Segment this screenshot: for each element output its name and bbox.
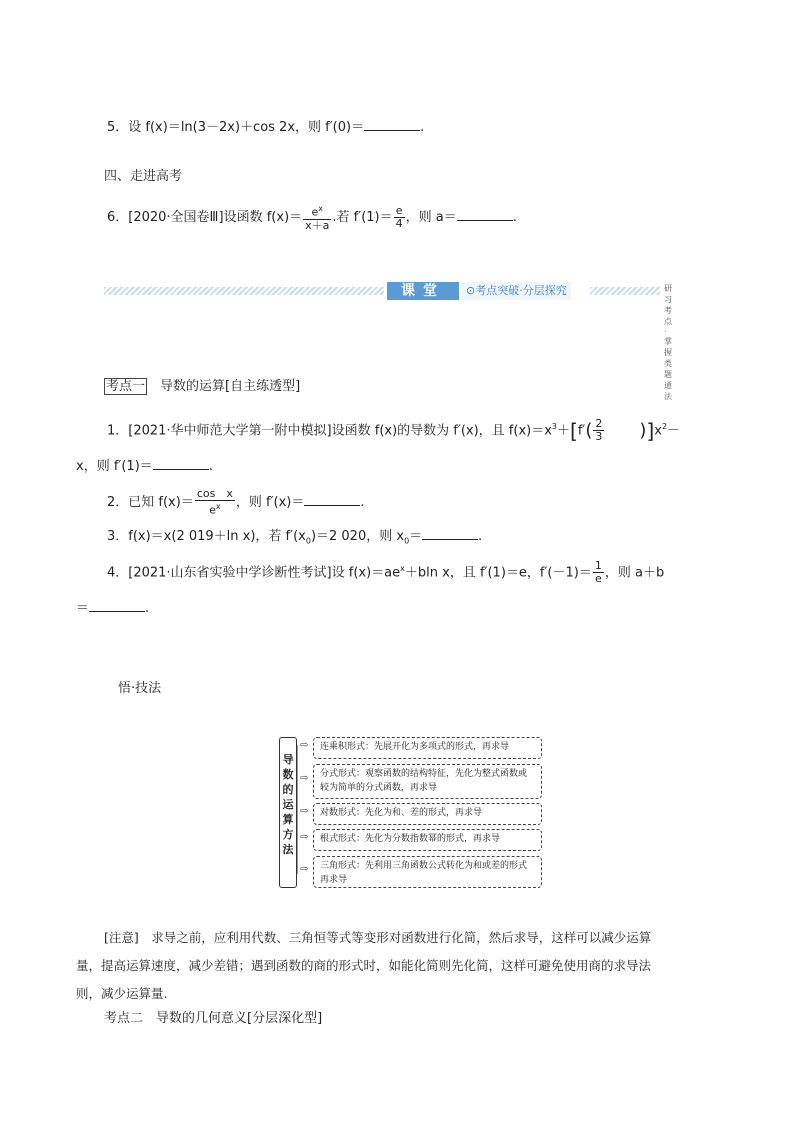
banner-right-text: 研习考点·掌握类题通法 (664, 284, 672, 401)
exponent: 3 (551, 422, 558, 431)
question-6-end: . (512, 209, 517, 225)
question-5 (107, 116, 424, 137)
kaodian-1-heading (104, 378, 300, 396)
problem-2 (107, 488, 365, 517)
fraction (593, 560, 604, 585)
frac-numerator-exp: x (318, 204, 324, 213)
x-var: x (654, 423, 662, 439)
fraction (593, 418, 604, 443)
problem-4-cont-text: ＝ (76, 601, 90, 616)
problem-4-post: ，则 a＋b (604, 565, 665, 581)
answer-blank[interactable] (304, 491, 360, 506)
problem-3-end: . (478, 529, 483, 544)
problem-1-cont (76, 455, 213, 476)
arrow-icon: ⇨ (300, 864, 309, 875)
question-6-prefix: 6．[2020·全国卷Ⅲ]设函数 f(x)＝ (107, 209, 303, 225)
frac-denominator: 3 (595, 430, 603, 444)
arrow-icon: ⇨ (300, 806, 309, 817)
problem-3-prefix: 3．f(x)＝x(2 019＋ln x)，若 f′(x (107, 529, 306, 544)
diagram-item-3: 对数形式：先化为和、差的形式，再求导 (313, 803, 542, 825)
problem-2-end: . (360, 494, 365, 510)
problem-4-prefix: 4．[2021·山东省实验中学诊断性考试]设 f(x)＝ae (107, 565, 401, 581)
question-5-end: . (420, 120, 425, 135)
arrow-icon: ⇨ (300, 740, 309, 751)
paren-right: ) (639, 419, 647, 441)
arrow-icon: ⇨ (300, 832, 309, 843)
frac-denominator-base: e (209, 503, 216, 517)
problem-4-cont (76, 597, 149, 618)
problem-3 (107, 525, 482, 551)
plus-sign: ＋ (557, 423, 571, 439)
technique-heading: 悟·技法 (118, 681, 162, 696)
frac-denominator: 4 (395, 216, 403, 230)
problem-2-post: ，则 f′(x)＝ (235, 494, 305, 510)
exponent: x (215, 502, 221, 511)
problem-2-prefix: 2．已知 f(x)＝ (107, 494, 194, 510)
problem-1-end: . (208, 459, 213, 474)
problem-3-mid: )＝2 020，则 x (310, 529, 405, 544)
answer-blank[interactable] (457, 206, 513, 221)
subscript: 0 (305, 536, 311, 546)
problem-1 (107, 418, 680, 443)
bracket-left: [ (570, 418, 578, 443)
diagram-item-1: 连乘积形式：先展开化为多项式的形式，再求导 (313, 737, 542, 759)
problem-4 (107, 560, 664, 585)
diagram-root: 导数的运算方法 (279, 737, 297, 888)
problem-1-cont-text: x，则 f′(1)＝ (76, 459, 153, 474)
frac-denominator: x＋a (305, 218, 330, 232)
frac-numerator: e (311, 205, 319, 219)
question-5-text: 5．设 f(x)＝ln(3－2x)＋cos 2x，则 f′(0)＝ (107, 120, 365, 135)
question-6 (107, 203, 517, 232)
question-6-mid: .若 f′(1)＝ (332, 209, 393, 225)
diagram-item-4: 根式形式：先化为分数指数幂的形式，再求导 (313, 829, 542, 851)
banner-hatch-right (590, 287, 660, 295)
note-line-3: 则，减少运算量. (76, 986, 168, 1001)
banner-title: 课堂 (387, 282, 459, 300)
answer-blank[interactable] (364, 116, 420, 131)
section-heading-4: 四、走进高考 (104, 169, 183, 184)
banner-subtitle: ⊙考点突破·分层探究 (462, 282, 571, 300)
kaodian-1-label: 考点一 (106, 379, 146, 394)
kaodian-1-title: 导数的运算[自主练透型] (160, 379, 301, 394)
diagram-item-5: 三角形式：先利用三角函数公式转化为和或差的形式再求导 (313, 856, 542, 888)
answer-blank[interactable] (89, 597, 145, 612)
paren-left: ( (585, 419, 593, 441)
fraction (303, 203, 331, 232)
banner-hatch-left (104, 287, 384, 295)
minus-sign: － (667, 423, 681, 439)
problem-1-text: 1．[2021·华中师范大学第一附中模拟]设函数 f(x)的导数为 f′(x)，且 f(x)＝x (107, 423, 552, 439)
frac-numerator: cos x (196, 487, 233, 500)
question-6-post: ，则 a＝ (405, 209, 457, 225)
frac-numerator: e (395, 203, 403, 217)
diagram-connector (297, 742, 298, 874)
frac-denominator (195, 500, 235, 517)
bracket-right: ] (646, 418, 655, 443)
exponent: 2 (661, 422, 668, 431)
kaodian-2-heading: 考点二 导数的几何意义[分层深化型] (104, 1011, 323, 1026)
frac-numerator: 1 (594, 559, 602, 573)
f-prime: f′ (577, 423, 586, 439)
problem-3-post: ＝ (409, 529, 423, 544)
frac-denominator: e (593, 572, 604, 585)
answer-blank[interactable] (422, 525, 478, 540)
note-line-1: [注意] 求导之前，应利用代数、三角恒等式等变形对函数进行化简，然后求导，这样可以减少运算 (104, 930, 652, 945)
fraction (394, 205, 405, 230)
diagram-item-2: 分式形式：观察函数的结构特征，先化为整式函数或较为简单的分式函数，再求导 (313, 764, 542, 799)
problem-4-mid: ＋bln x，且 f′(1)＝e，f′(－1)＝ (404, 565, 592, 581)
note-line-2: 量，提高运算速度，减少差错；遇到函数的商的形式时，如能化简则先化简，这样可避免使用商的求导法 (76, 958, 652, 973)
frac-numerator: 2 (595, 417, 603, 431)
subscript: 0 (404, 536, 410, 546)
fraction (195, 488, 235, 517)
problem-4-end: . (145, 601, 150, 616)
exponent: x (400, 564, 405, 573)
answer-blank[interactable] (153, 455, 209, 470)
arrow-icon: ⇨ (300, 773, 309, 784)
